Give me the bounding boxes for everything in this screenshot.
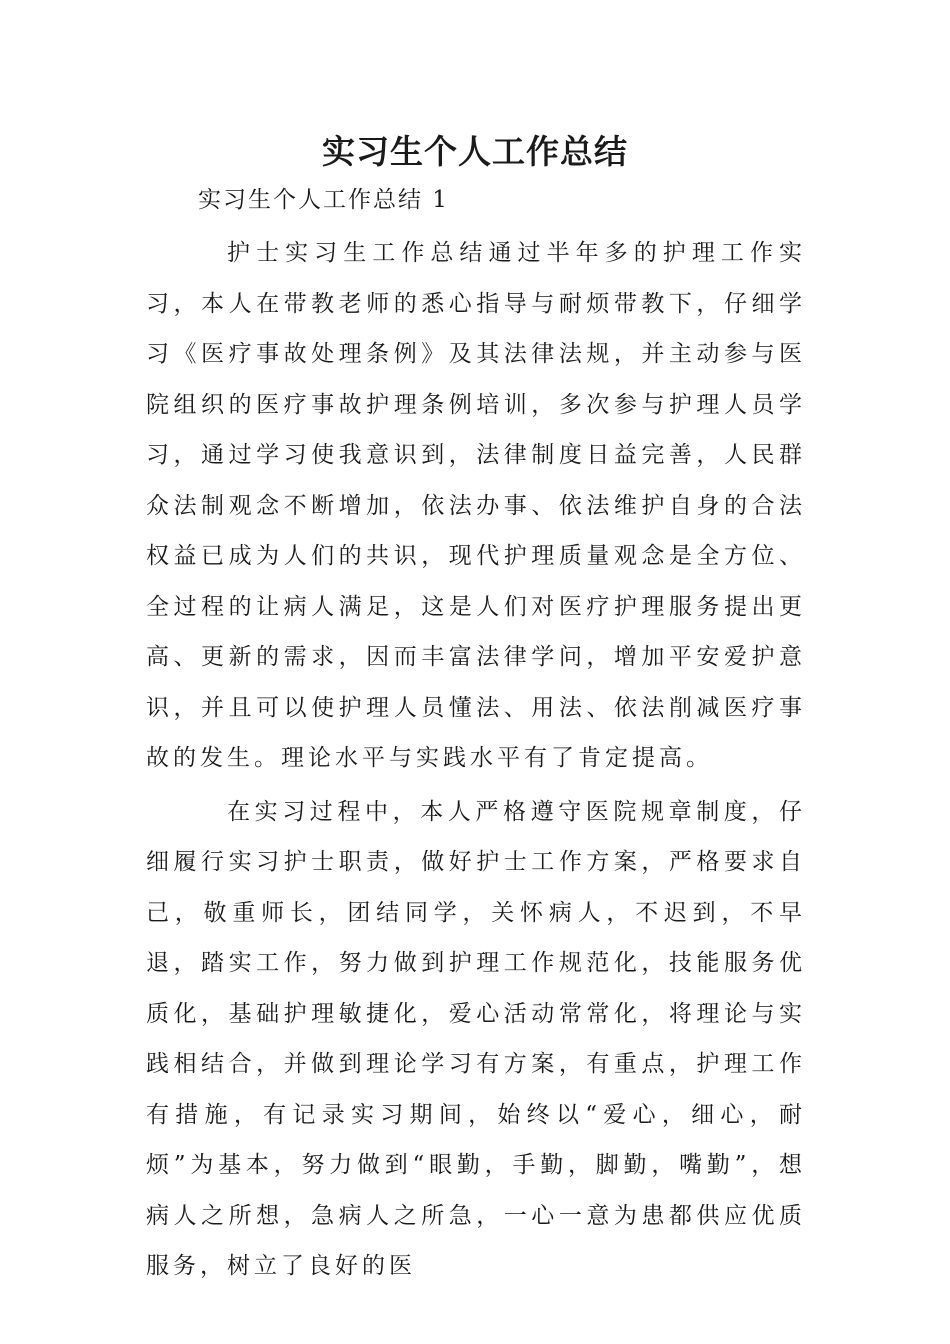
body-paragraph: 在实习过程中，本人严格遵守医院规章制度，仔细履行实习护士职责，做好护士工作方案，严格要求自己，敬重师长，团结同学，关怀病人，不迟到，不早退，踏实工作，努力做到护理工作规范化，技能服务优质化，基础护理敏捷化，爱心活动常常化，将理论与实践相结合，并做到理论学习有方案，有重点，护理工作有措施，有记录实习期间，始终以“爱心，细心，耐烦”为基本，努力做到“眼勤，手勤，脚勤，嘴勤”，想病人之所想，急病人之所急，一心一意为患都供应优质服务，树立了良好的医 <box>146 798 806 1279</box>
document-body <box>146 228 806 1292</box>
document-title: 实习生个人工作总结 <box>322 132 628 171</box>
body-paragraph: 护士实习生工作总结通过半年多的护理工作实习，本人在带教老师的悉心指导与耐烦带教下，仔细学习《医疗事故处理条例》及其法律法规，并主动参与医院组织的医疗事故护理条例培训，多次参与护理人员学习，通过学习使我意识到，法律制度日益完善，人民群众法制观念不断增加，依法办事、依法维护自身的合法权益已成为人们的共识，现代护理质量观念是全方位、全过程的让病人满足，这是人们对医疗护理服务提出更高、更新的需求，因而丰富法律学问，增加平安爱护意识，并且可以使护理人员懂法、用法、依法削减医疗事故的发生。理论水平与实践水平有了肯定提高。 <box>146 240 806 771</box>
document-subtitle: 实习生个人工作总结 1 <box>198 187 449 213</box>
